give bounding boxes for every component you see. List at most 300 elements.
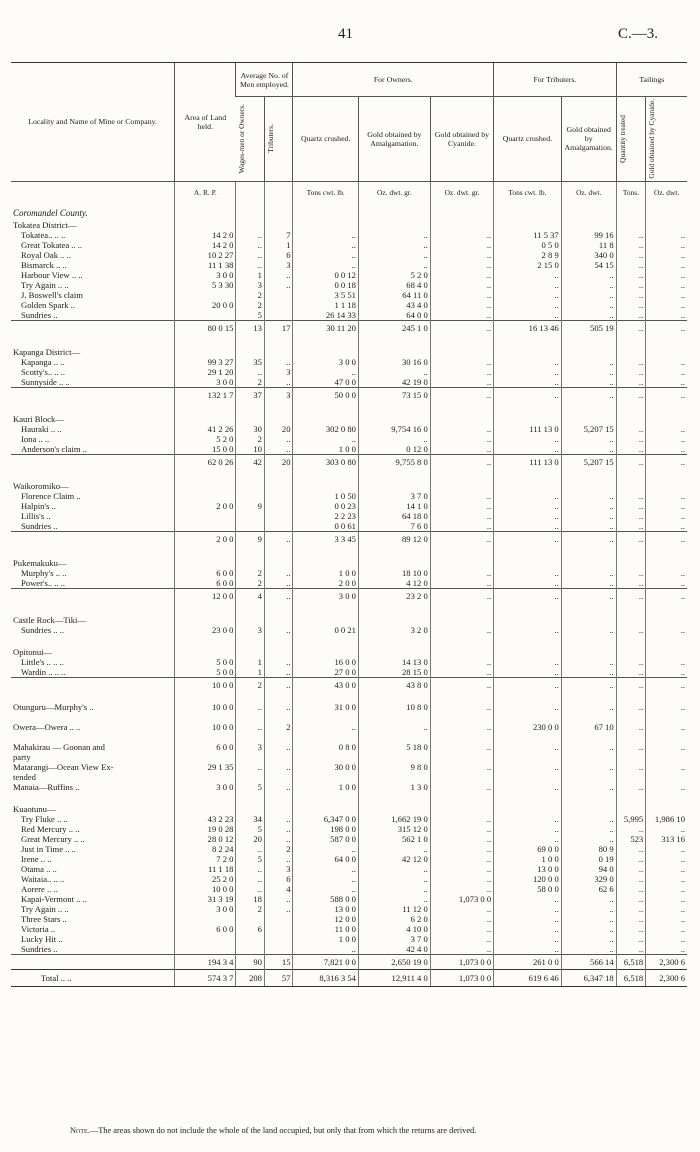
header-avg-men: Average No. of Men employed. [236, 63, 293, 97]
value-cell [236, 204, 265, 218]
value-cell [494, 613, 562, 625]
locality-cell: Power's.. .. .. [21, 577, 66, 588]
value-cell: .. [561, 300, 616, 310]
table-row-row [11, 280, 687, 290]
value-cell: .. [561, 924, 616, 934]
locality-cell: Pukemakuku— [13, 557, 67, 568]
value-cell: .. [646, 280, 687, 290]
value-cell: 6 0 0 [175, 742, 236, 752]
value-cell: 3 [264, 387, 293, 402]
table-row-row [11, 260, 687, 270]
value-cell: 10 0 0 [175, 722, 236, 732]
table-row-plain [11, 722, 687, 732]
value-cell [616, 792, 646, 802]
value-cell: .. [616, 667, 646, 678]
value-cell: 2,300 6 [646, 954, 687, 969]
value-cell: 80 0 15 [175, 320, 236, 335]
value-cell [175, 934, 236, 944]
value-cell [616, 546, 646, 556]
value-cell: .. [430, 300, 493, 310]
value-cell: 64 18 0 [358, 511, 430, 521]
value-cell: 1,986 10 [646, 814, 687, 824]
locality-cell [11, 603, 175, 613]
value-cell: 29 1 20 [175, 367, 236, 377]
value-cell [264, 345, 293, 357]
value-cell: .. [494, 588, 562, 603]
table-row-row [11, 310, 687, 321]
value-cell: 3 7 0 [358, 934, 430, 944]
header-wages-men-text: Wages-men or Owners. [236, 104, 246, 174]
units-cell: Tons. [616, 181, 646, 204]
value-cell: .. [561, 501, 616, 511]
value-cell: .. [616, 250, 646, 260]
value-cell [358, 412, 430, 424]
value-cell: .. [264, 677, 293, 692]
value-cell [175, 310, 236, 321]
value-cell: 120 0 0 [494, 874, 562, 884]
value-cell: 0 0 21 [293, 625, 358, 635]
value-cell: .. [494, 568, 562, 578]
value-cell: .. [561, 387, 616, 402]
value-cell: .. [646, 824, 687, 834]
locality-cell: Iona .. .. [21, 433, 50, 444]
value-cell: .. [494, 491, 562, 501]
value-cell: 6,518 [616, 969, 646, 986]
value-cell: .. [430, 914, 493, 924]
value-cell: .. [646, 320, 687, 335]
value-cell [616, 402, 646, 412]
value-cell: 6,518 [616, 954, 646, 969]
locality-cell: Just in Time .. .. [21, 843, 76, 854]
table-row-row [11, 924, 687, 934]
value-cell: .. [646, 511, 687, 521]
value-cell: 2 15 0 [494, 260, 562, 270]
value-cell: 14 1 0 [358, 501, 430, 511]
value-cell: .. [494, 914, 562, 924]
value-cell: 0 0 12 [293, 270, 358, 280]
value-cell: .. [430, 511, 493, 521]
table-row-row [11, 834, 687, 844]
value-cell: 1,073 0 0 [430, 954, 493, 969]
value-cell: .. [616, 782, 646, 792]
value-cell: .. [264, 568, 293, 578]
table-row-plain [11, 742, 687, 752]
units-cell: Tons cwt. lb. [293, 181, 358, 204]
value-cell: .. [494, 657, 562, 667]
locality-cell: Aorere .. .. [21, 883, 58, 894]
value-cell [430, 635, 493, 645]
value-cell [236, 792, 265, 802]
value-cell: .. [264, 531, 293, 546]
value-cell: .. [646, 290, 687, 300]
value-cell: .. [358, 367, 430, 377]
value-cell: 6,347 0 0 [293, 814, 358, 824]
units-cell: Oz. dwt. [561, 181, 616, 204]
header-gold-amalgamation: Gold obtained by Amalgamation. [358, 97, 430, 182]
value-cell: .. [561, 367, 616, 377]
locality-cell: Three Stars .. [21, 913, 67, 924]
value-cell: .. [430, 424, 493, 434]
value-cell: .. [236, 844, 265, 854]
value-cell: .. [561, 677, 616, 692]
value-cell [561, 345, 616, 357]
value-cell: 132 1 7 [175, 387, 236, 402]
value-cell: 10 [236, 444, 265, 455]
value-cell: .. [494, 814, 562, 824]
value-cell [264, 412, 293, 424]
value-cell: 5 [236, 782, 265, 792]
value-cell: .. [494, 578, 562, 589]
table-row-total [11, 320, 687, 335]
value-cell: 8 2 24 [175, 844, 236, 854]
value-cell: .. [616, 511, 646, 521]
value-cell: .. [616, 501, 646, 511]
value-cell [561, 802, 616, 814]
locality-cell [11, 387, 175, 402]
value-cell [236, 914, 265, 924]
value-cell: 315 12 0 [358, 824, 430, 834]
table-row-row [11, 914, 687, 924]
value-cell: 5,207 15 [561, 424, 616, 434]
value-cell: .. [561, 357, 616, 367]
value-cell: 10 0 0 [175, 702, 236, 712]
value-cell: 0 19 [561, 854, 616, 864]
value-cell [175, 692, 236, 702]
value-cell [175, 732, 236, 742]
value-cell: 90 [236, 954, 265, 969]
value-cell: .. [236, 884, 265, 894]
value-cell [494, 712, 562, 722]
value-cell [358, 556, 430, 568]
value-cell [616, 556, 646, 568]
locality-cell: Matarangi—Ocean View Ex- [13, 761, 114, 772]
value-cell: .. [616, 894, 646, 904]
value-cell: .. [616, 444, 646, 455]
value-cell [358, 345, 430, 357]
value-cell [430, 772, 493, 782]
locality-cell: Opitonui— [13, 646, 53, 657]
value-cell: 15 [264, 954, 293, 969]
value-cell: .. [430, 367, 493, 377]
value-cell [175, 914, 236, 924]
value-cell: 111 13 0 [494, 424, 562, 434]
value-cell [430, 802, 493, 814]
value-cell: .. [494, 521, 562, 532]
locality-cell: Waitaia.. .. .. [21, 873, 65, 884]
table-row-section [11, 479, 687, 491]
value-cell [616, 345, 646, 357]
value-cell [616, 613, 646, 625]
mines-returns-table [11, 62, 687, 987]
value-cell: .. [430, 260, 493, 270]
value-cell [430, 469, 493, 479]
value-cell [616, 802, 646, 814]
header-locality: Locality and Name of Mine or Company. [11, 63, 175, 182]
value-cell: .. [646, 722, 687, 732]
value-cell: .. [561, 578, 616, 589]
value-cell: .. [616, 702, 646, 712]
units-cell: Oz. dwt. gr. [430, 181, 493, 204]
value-cell [494, 645, 562, 657]
value-cell: 14 2 0 [175, 230, 236, 240]
value-cell [264, 402, 293, 412]
units-cell [11, 181, 175, 204]
value-cell: .. [430, 904, 493, 914]
value-cell: 42 4 0 [358, 944, 430, 955]
value-cell: .. [430, 230, 493, 240]
value-cell: 1 [236, 667, 265, 678]
value-cell: .. [358, 884, 430, 894]
value-cell [561, 204, 616, 218]
value-cell [358, 645, 430, 657]
value-cell: .. [561, 914, 616, 924]
value-cell [175, 546, 236, 556]
value-cell: .. [646, 434, 687, 444]
value-cell [175, 635, 236, 645]
value-cell: .. [561, 434, 616, 444]
value-cell: .. [646, 387, 687, 402]
value-cell: .. [293, 367, 358, 377]
locality-cell [11, 677, 175, 692]
value-cell [293, 345, 358, 357]
value-cell: .. [236, 250, 265, 260]
value-cell [646, 603, 687, 613]
value-cell [646, 412, 687, 424]
value-cell: .. [494, 434, 562, 444]
value-cell: .. [494, 501, 562, 511]
value-cell: .. [646, 588, 687, 603]
value-cell [616, 204, 646, 218]
value-cell: .. [430, 722, 493, 732]
value-cell: 62 6 [561, 884, 616, 894]
value-cell [293, 479, 358, 491]
value-cell: .. [236, 722, 265, 732]
locality-cell: Mahakirau — Goonan and [13, 741, 105, 752]
value-cell: 3 0 0 [175, 377, 236, 388]
table-row-row [11, 230, 687, 240]
locality-cell: Harbour View .. .. [21, 269, 83, 280]
value-cell: .. [430, 944, 493, 955]
value-cell: .. [646, 521, 687, 532]
table-row-row [11, 270, 687, 280]
table-row-section [11, 556, 687, 568]
value-cell: 23 0 0 [175, 625, 236, 635]
value-cell: .. [616, 230, 646, 240]
value-cell: .. [430, 250, 493, 260]
value-cell: .. [293, 722, 358, 732]
value-cell [293, 603, 358, 613]
value-cell [561, 752, 616, 762]
value-cell: .. [358, 864, 430, 874]
value-cell: 208 [236, 969, 265, 986]
value-cell: .. [430, 377, 493, 388]
locality-cell: Irene .. .. [21, 853, 52, 864]
value-cell: 29 1 35 [175, 762, 236, 772]
value-cell: .. [264, 762, 293, 772]
value-cell: .. [293, 844, 358, 854]
value-cell: 18 10 0 [358, 568, 430, 578]
value-cell: .. [561, 824, 616, 834]
value-cell: .. [494, 702, 562, 712]
value-cell: 0 0 18 [293, 280, 358, 290]
value-cell [236, 491, 265, 501]
value-cell [616, 335, 646, 345]
value-cell: .. [561, 814, 616, 824]
table-row-row [11, 904, 687, 914]
table-row-total [11, 454, 687, 469]
value-cell [264, 204, 293, 218]
value-cell: .. [430, 310, 493, 321]
value-cell: 340 0 [561, 250, 616, 260]
value-cell [293, 645, 358, 657]
value-cell: 1,073 0 0 [430, 894, 493, 904]
value-cell: .. [646, 657, 687, 667]
value-cell: 523 [616, 834, 646, 844]
value-cell [293, 204, 358, 218]
value-cell: .. [616, 864, 646, 874]
table-row-row [11, 944, 687, 955]
value-cell [236, 944, 265, 955]
value-cell [236, 732, 265, 742]
value-cell: .. [616, 824, 646, 834]
value-cell [430, 204, 493, 218]
value-cell: .. [646, 377, 687, 388]
value-cell: 6 [264, 250, 293, 260]
value-cell [293, 218, 358, 230]
value-cell [358, 613, 430, 625]
value-cell: .. [430, 677, 493, 692]
value-cell [646, 645, 687, 657]
value-cell: .. [430, 320, 493, 335]
value-cell: .. [494, 762, 562, 772]
value-cell [264, 521, 293, 532]
value-cell: .. [646, 874, 687, 884]
value-cell [616, 712, 646, 722]
table-row-grandtotal [11, 969, 687, 986]
value-cell: 80 9 [561, 844, 616, 854]
units-cell [236, 181, 265, 204]
value-cell: .. [430, 357, 493, 367]
value-cell: .. [430, 884, 493, 894]
table-row-row [11, 444, 687, 455]
value-cell: .. [264, 667, 293, 678]
value-cell: 62 0 26 [175, 454, 236, 469]
value-cell [358, 752, 430, 762]
table-row-row [11, 844, 687, 854]
value-cell: 566 14 [561, 954, 616, 969]
value-cell: 20 0 0 [175, 300, 236, 310]
value-cell [175, 479, 236, 491]
table-row-district [11, 204, 687, 218]
value-cell: 3 0 0 [175, 270, 236, 280]
table-row-gap [11, 792, 687, 802]
value-cell: .. [264, 782, 293, 792]
value-cell: 12,911 4 0 [358, 969, 430, 986]
value-cell: .. [616, 240, 646, 250]
locality-cell [11, 469, 175, 479]
table-row-row [11, 501, 687, 511]
locality-cell: Florence Claim .. [21, 490, 81, 501]
value-cell [616, 412, 646, 424]
value-cell: 20 [264, 424, 293, 434]
table-row-gap [11, 603, 687, 613]
value-cell: .. [430, 702, 493, 712]
value-cell: 2 [236, 578, 265, 589]
value-cell [646, 802, 687, 814]
value-cell: .. [646, 742, 687, 752]
value-cell: .. [430, 657, 493, 667]
value-cell: 303 0 80 [293, 454, 358, 469]
value-cell: 14 2 0 [175, 240, 236, 250]
value-cell [358, 692, 430, 702]
value-cell [646, 204, 687, 218]
locality-cell: Total .. .. [11, 969, 175, 986]
value-cell: 19 0 28 [175, 824, 236, 834]
value-cell: 2 [236, 677, 265, 692]
value-cell: .. [646, 250, 687, 260]
value-cell [236, 469, 265, 479]
value-cell: .. [494, 834, 562, 844]
value-cell: 11 8 [561, 240, 616, 250]
value-cell: .. [264, 834, 293, 844]
footnote-lead: Note. [70, 1126, 90, 1135]
value-cell [494, 204, 562, 218]
locality-cell: Anderson's claim .. [21, 443, 87, 454]
table-row-section [11, 613, 687, 625]
value-cell: 198 0 0 [293, 824, 358, 834]
value-cell [494, 802, 562, 814]
value-cell: .. [430, 454, 493, 469]
value-cell: 4 10 0 [358, 924, 430, 934]
value-cell: .. [358, 722, 430, 732]
value-cell: .. [616, 625, 646, 635]
value-cell: .. [616, 944, 646, 955]
value-cell: 9 8 0 [358, 762, 430, 772]
locality-cell: Scotty's.. .. .. [21, 366, 66, 377]
value-cell: .. [561, 444, 616, 455]
value-cell [293, 556, 358, 568]
value-cell: 3 0 0 [175, 904, 236, 914]
value-cell: 11 0 0 [293, 924, 358, 934]
value-cell: .. [646, 762, 687, 772]
value-cell: .. [561, 904, 616, 914]
value-cell [293, 732, 358, 742]
value-cell [616, 645, 646, 657]
value-cell [264, 712, 293, 722]
value-cell [175, 511, 236, 521]
locality-cell: Kuaotunu— [13, 803, 56, 814]
locality-cell: Owera—Owera .. .. [13, 721, 81, 732]
value-cell [264, 603, 293, 613]
value-cell: 5 [236, 824, 265, 834]
value-cell: 588 0 0 [293, 894, 358, 904]
table-row-plain [11, 762, 687, 772]
value-cell [561, 479, 616, 491]
value-cell [430, 546, 493, 556]
value-cell: .. [561, 491, 616, 501]
table-row-section [11, 802, 687, 814]
value-cell: .. [430, 667, 493, 678]
locality-cell: Golden Spark .. [21, 299, 75, 310]
value-cell [561, 546, 616, 556]
value-cell: .. [430, 874, 493, 884]
value-cell [236, 645, 265, 657]
value-cell: .. [616, 588, 646, 603]
value-cell: .. [616, 280, 646, 290]
table-row-row [11, 434, 687, 444]
table-row-row [11, 874, 687, 884]
value-cell: .. [264, 657, 293, 667]
